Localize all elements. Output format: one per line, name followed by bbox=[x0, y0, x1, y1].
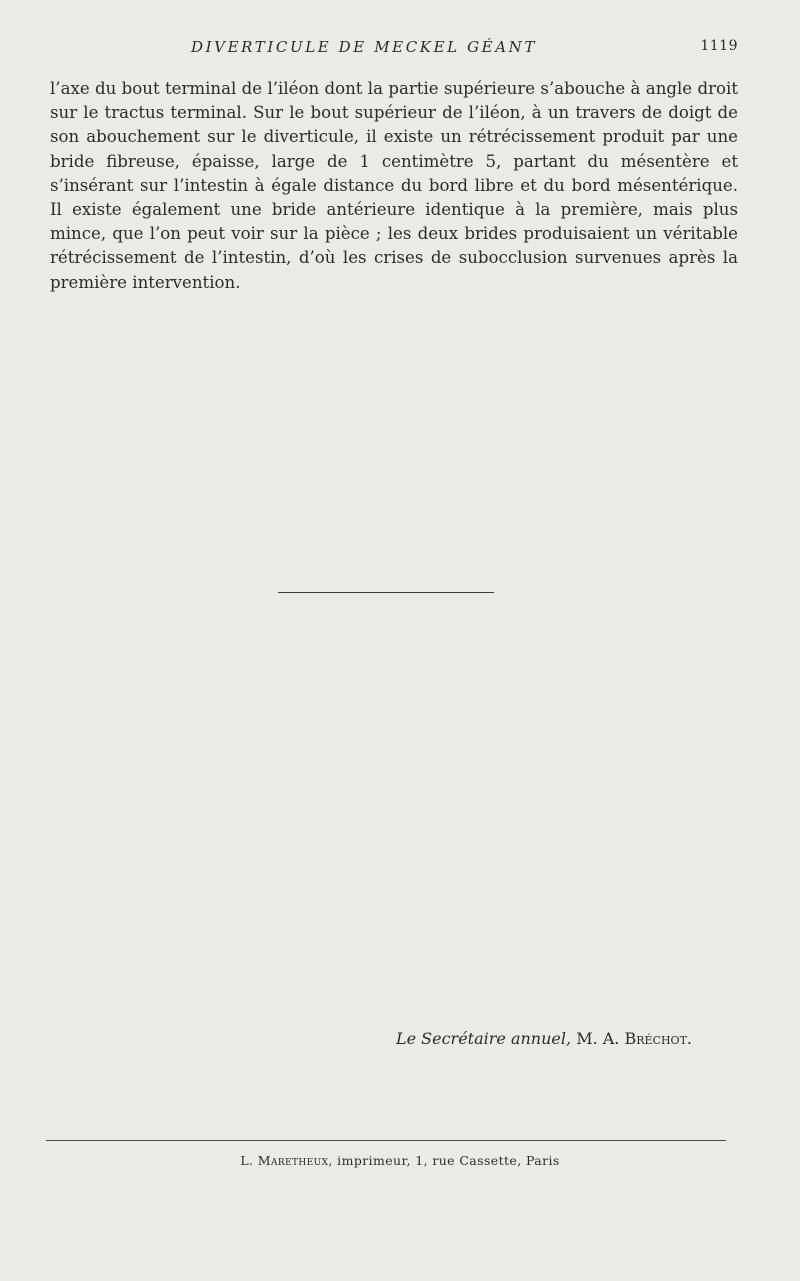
footer-rule bbox=[46, 1140, 726, 1141]
printer-name: L. Maretheux, bbox=[240, 1153, 333, 1168]
printer-details: imprimeur, 1, rue Cassette, Paris bbox=[337, 1153, 560, 1168]
section-separator bbox=[278, 592, 494, 593]
running-header bbox=[50, 36, 738, 58]
signature-role: Le Secrétaire annuel, bbox=[395, 1029, 572, 1048]
body-paragraph: l’axe du bout terminal de l’iléon dont la partie supérieure s’abouche à angle droit sur le tractus terminal. Sur le bout supérieur de l’iléon, à un travers de doigt de son abouchement sur le diverticule, il existe un rétrécissement produit par une bride fibreuse, épaisse, large de 1 centimètre 5, partant du mésentère et s’insérant sur l’intestin à égale distance du bord libre et du bord mésentérique. Il existe également une bride antérieure identique à la première, mais plus mince, que l’on peut voir sur la pièce ; les deux brides produisaient un véritable rétrécissement de l’intestin, d’où les crises de subocclusion survenues après la première intervention. bbox=[50, 79, 738, 292]
printer-imprint bbox=[0, 1153, 800, 1168]
page-number: 1119 bbox=[700, 38, 738, 54]
signature bbox=[396, 1029, 692, 1048]
running-title: DIVERTICULE DE MECKEL GÉANT bbox=[190, 38, 537, 56]
signature-name: M. A. Bréchot. bbox=[576, 1029, 692, 1048]
